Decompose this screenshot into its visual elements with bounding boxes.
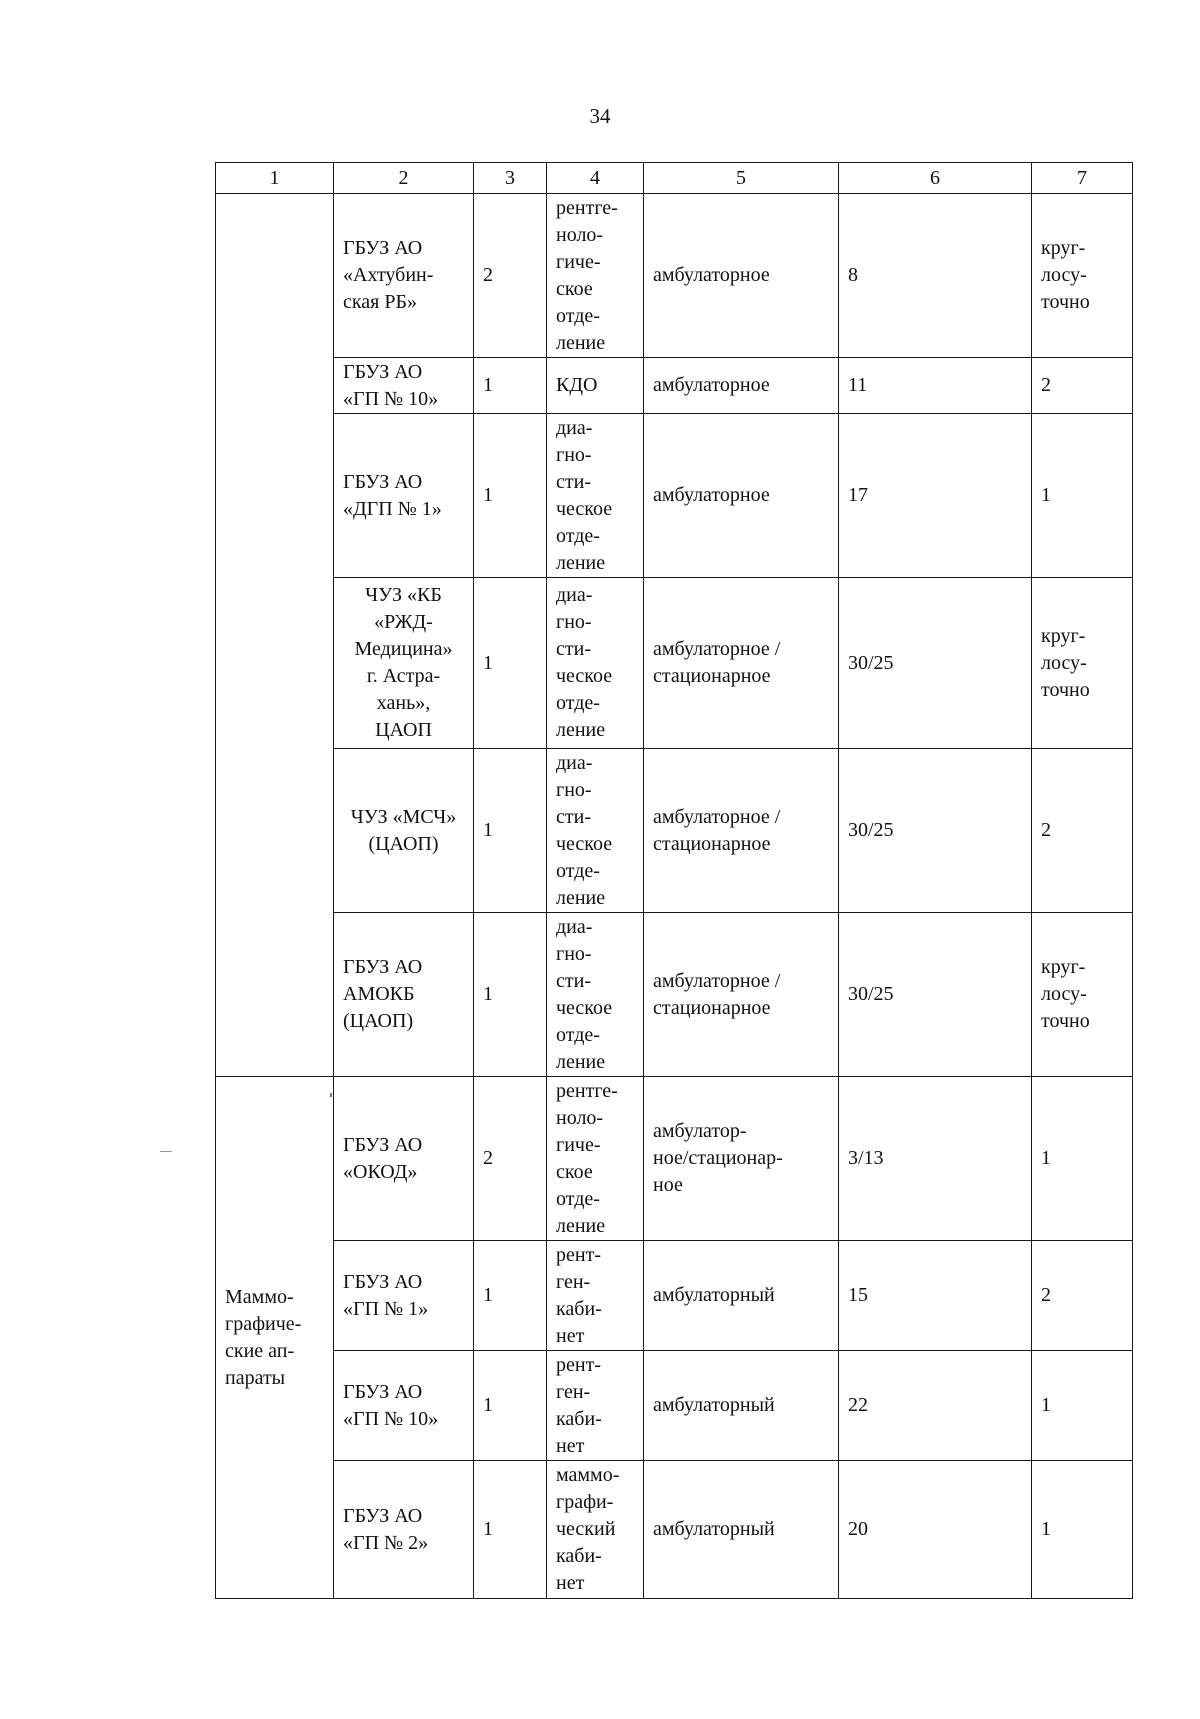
organization-cell: ЧУЗ «КБ «РЖД- Медицина» г. Астра- хань», ЦАОП bbox=[334, 578, 474, 749]
unit-cell: диа- гно- сти- ческое отде- ление bbox=[547, 578, 644, 749]
table-row bbox=[216, 1241, 1133, 1351]
unit-cell: рент- ген- каби- нет bbox=[547, 1351, 644, 1461]
load-cell: 17 bbox=[839, 414, 1032, 578]
organization-cell: ГБУЗ АО «Ахтубин- ская РБ» bbox=[334, 194, 474, 358]
load-cell: 15 bbox=[839, 1241, 1032, 1351]
header-cell: 7 bbox=[1032, 163, 1133, 194]
shift-cell: круг- лосу- точно bbox=[1032, 194, 1133, 358]
quantity-cell: 1 bbox=[474, 913, 547, 1077]
mode-cell: амбулаторное / стационарное bbox=[644, 578, 839, 749]
organization-cell: ГБУЗ АО «ГП № 2» bbox=[334, 1461, 474, 1599]
organization-cell: ЧУЗ «МСЧ» (ЦАОП) bbox=[334, 749, 474, 913]
quantity-cell: 1 bbox=[474, 1461, 547, 1599]
unit-cell: рентге- ноло- гиче- ское отде- ление bbox=[547, 194, 644, 358]
quantity-cell: 1 bbox=[474, 358, 547, 414]
mode-cell: амбулаторный bbox=[644, 1351, 839, 1461]
shift-cell: 2 bbox=[1032, 1241, 1133, 1351]
header-cell: 6 bbox=[839, 163, 1032, 194]
table-row bbox=[216, 1461, 1133, 1599]
organization-cell: ГБУЗ АО «ОКОД» bbox=[334, 1077, 474, 1241]
mode-cell: амбулатор- ное/стационар- ное bbox=[644, 1077, 839, 1241]
shift-cell: 1 bbox=[1032, 1461, 1133, 1599]
quantity-cell: 1 bbox=[474, 414, 547, 578]
header-cell: 5 bbox=[644, 163, 839, 194]
load-cell: 30/25 bbox=[839, 913, 1032, 1077]
table-row bbox=[216, 1077, 1133, 1241]
organization-cell: ГБУЗ АО «ДГП № 1» bbox=[334, 414, 474, 578]
shift-cell: 1 bbox=[1032, 1077, 1133, 1241]
organization-cell: ГБУЗ АО «ГП № 10» bbox=[334, 1351, 474, 1461]
equipment-table bbox=[215, 162, 1133, 1599]
unit-cell: диа- гно- сти- ческое отде- ление bbox=[547, 749, 644, 913]
quantity-cell: 1 bbox=[474, 1241, 547, 1351]
mode-cell: амбулаторное bbox=[644, 414, 839, 578]
table-row bbox=[216, 358, 1133, 414]
table-row bbox=[216, 1351, 1133, 1461]
unit-cell: диа- гно- сти- ческое отде- ление bbox=[547, 414, 644, 578]
shift-cell: 1 bbox=[1032, 1351, 1133, 1461]
mode-cell: амбулаторное bbox=[644, 194, 839, 358]
table-row bbox=[216, 414, 1133, 578]
mode-cell: амбулаторный bbox=[644, 1241, 839, 1351]
table-header-row bbox=[216, 163, 1133, 194]
scan-artifact-dot bbox=[330, 1093, 332, 1097]
mode-cell: амбулаторное / стационарное bbox=[644, 913, 839, 1077]
quantity-cell: 2 bbox=[474, 194, 547, 358]
header-cell: 2 bbox=[334, 163, 474, 194]
shift-cell: 1 bbox=[1032, 414, 1133, 578]
category-cell-mammography: Маммо- графиче- ские ап- параты bbox=[216, 1077, 334, 1599]
load-cell: 30/25 bbox=[839, 749, 1032, 913]
table-row bbox=[216, 913, 1133, 1077]
organization-cell: ГБУЗ АО «ГП № 1» bbox=[334, 1241, 474, 1351]
quantity-cell: 2 bbox=[474, 1077, 547, 1241]
organization-cell: ГБУЗ АО АМОКБ (ЦАОП) bbox=[334, 913, 474, 1077]
header-cell: 3 bbox=[474, 163, 547, 194]
load-cell: 8 bbox=[839, 194, 1032, 358]
table-row bbox=[216, 749, 1133, 913]
header-cell: 1 bbox=[216, 163, 334, 194]
unit-cell: КДО bbox=[547, 358, 644, 414]
unit-cell: рент- ген- каби- нет bbox=[547, 1241, 644, 1351]
unit-cell: диа- гно- сти- ческое отде- ление bbox=[547, 913, 644, 1077]
load-cell: 22 bbox=[839, 1351, 1032, 1461]
scan-artifact-mark bbox=[160, 1151, 172, 1152]
load-cell: 30/25 bbox=[839, 578, 1032, 749]
category-cell-empty bbox=[216, 194, 334, 1077]
shift-cell: 2 bbox=[1032, 358, 1133, 414]
quantity-cell: 1 bbox=[474, 749, 547, 913]
shift-cell: 2 bbox=[1032, 749, 1133, 913]
page-number: 34 bbox=[589, 104, 611, 128]
organization-cell: ГБУЗ АО «ГП № 10» bbox=[334, 358, 474, 414]
quantity-cell: 1 bbox=[474, 578, 547, 749]
mode-cell: амбулаторное / стационарное bbox=[644, 749, 839, 913]
shift-cell: круг- лосу- точно bbox=[1032, 578, 1133, 749]
table-row bbox=[216, 578, 1133, 749]
table-row bbox=[216, 194, 1133, 358]
unit-cell: маммо- графи- ческий каби- нет bbox=[547, 1461, 644, 1599]
header-cell: 4 bbox=[547, 163, 644, 194]
load-cell: 20 bbox=[839, 1461, 1032, 1599]
mode-cell: амбулаторный bbox=[644, 1461, 839, 1599]
quantity-cell: 1 bbox=[474, 1351, 547, 1461]
shift-cell: круг- лосу- точно bbox=[1032, 913, 1133, 1077]
load-cell: 3/13 bbox=[839, 1077, 1032, 1241]
unit-cell: рентге- ноло- гиче- ское отде- ление bbox=[547, 1077, 644, 1241]
mode-cell: амбулаторное bbox=[644, 358, 839, 414]
load-cell: 11 bbox=[839, 358, 1032, 414]
